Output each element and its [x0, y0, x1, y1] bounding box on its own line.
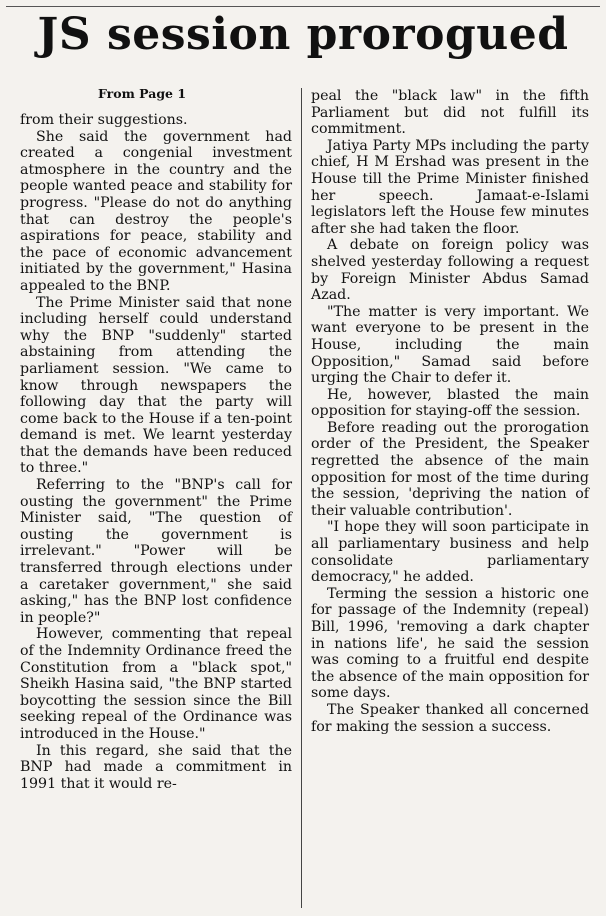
top-rule: [6, 6, 600, 7]
paragraph: However, commenting that repeal of the Indemnity Ordinance freed the Constitution from a "black spot," Sheikh Hasina said, "the BNP started boycotting the session since the Bill seeking repeal of the Ordinance was introduced in the House.": [20, 626, 292, 742]
jump-line: From Page 1: [98, 86, 187, 101]
paragraph: Referring to the "BNP's call for ousting the government" the Prime Minister said, "The question of ousting the government is irrelevant." "Power will be transferred through elections under a caretaker government," she said asking," has the BNP lost confidence in people?": [20, 477, 292, 626]
paragraph: "The matter is very important. We want everyone to be present in the House, including the main Opposition," Samad said before urging the Chair to defer it.: [311, 303, 589, 387]
paragraph: A debate on foreign policy was shelved yesterday following a request by Foreign Minister Abdus Samad Azad.: [311, 237, 589, 304]
paragraph: The Prime Minister said that none including herself could understand why the BNP "suddenly" started abstaining from attending the parliament session. "We came to know through newspapers the following day that the party will come back to the House if a ten-point demand is met. We learnt yesterday that the demands have been reduced to three.": [20, 294, 292, 477]
paragraph: peal the "black law" in the fifth Parliament but did not fulfill its commitment.: [311, 88, 589, 138]
paragraph: The Speaker thanked all concerned for making the session a success.: [311, 701, 589, 735]
paragraph: She said the government had created a congenial investment atmosphere in the country and the people wanted peace and stability for progress. "Please do not do anything that can destroy the people's aspirations for peace, stability and the pace of economic advancement initiated by the government," Hasina appealed to the BNP.: [20, 128, 292, 294]
paragraph: Before reading out the prorogation order of the President, the Speaker regretted the absence of the main opposition for most of the time during the session, 'depriving the nation of their valuable contribution'.: [311, 419, 589, 519]
left-column: [20, 86, 292, 792]
paragraph: Terming the session a historic one for passage of the Indemnity (repeal) Bill, 1996, 'removing a dark chapter in nations life', he said the session was coming to a fruitful end despite the absence of the main opposition for some days.: [311, 585, 589, 702]
paragraph: "I hope they will soon participate in all parliamentary business and help consolidate parliamentary democracy," he added.: [311, 519, 589, 586]
paragraph: Jatiya Party MPs including the party chief, H M Ershad was present in the House till the Prime Minister finished her speech. Jamaat-e-Islami legislators left the House few minutes after she had taken the floor.: [311, 137, 589, 237]
right-column: [311, 88, 589, 735]
column-divider: [301, 88, 302, 908]
paragraph: He, however, blasted the main opposition for staying-off the session.: [311, 386, 589, 420]
headline: JS session prorogued: [37, 9, 569, 60]
paragraph: In this regard, she said that the BNP had made a commitment in 1991 that it would re-: [20, 742, 292, 792]
paragraph: from their suggestions.: [20, 112, 188, 128]
